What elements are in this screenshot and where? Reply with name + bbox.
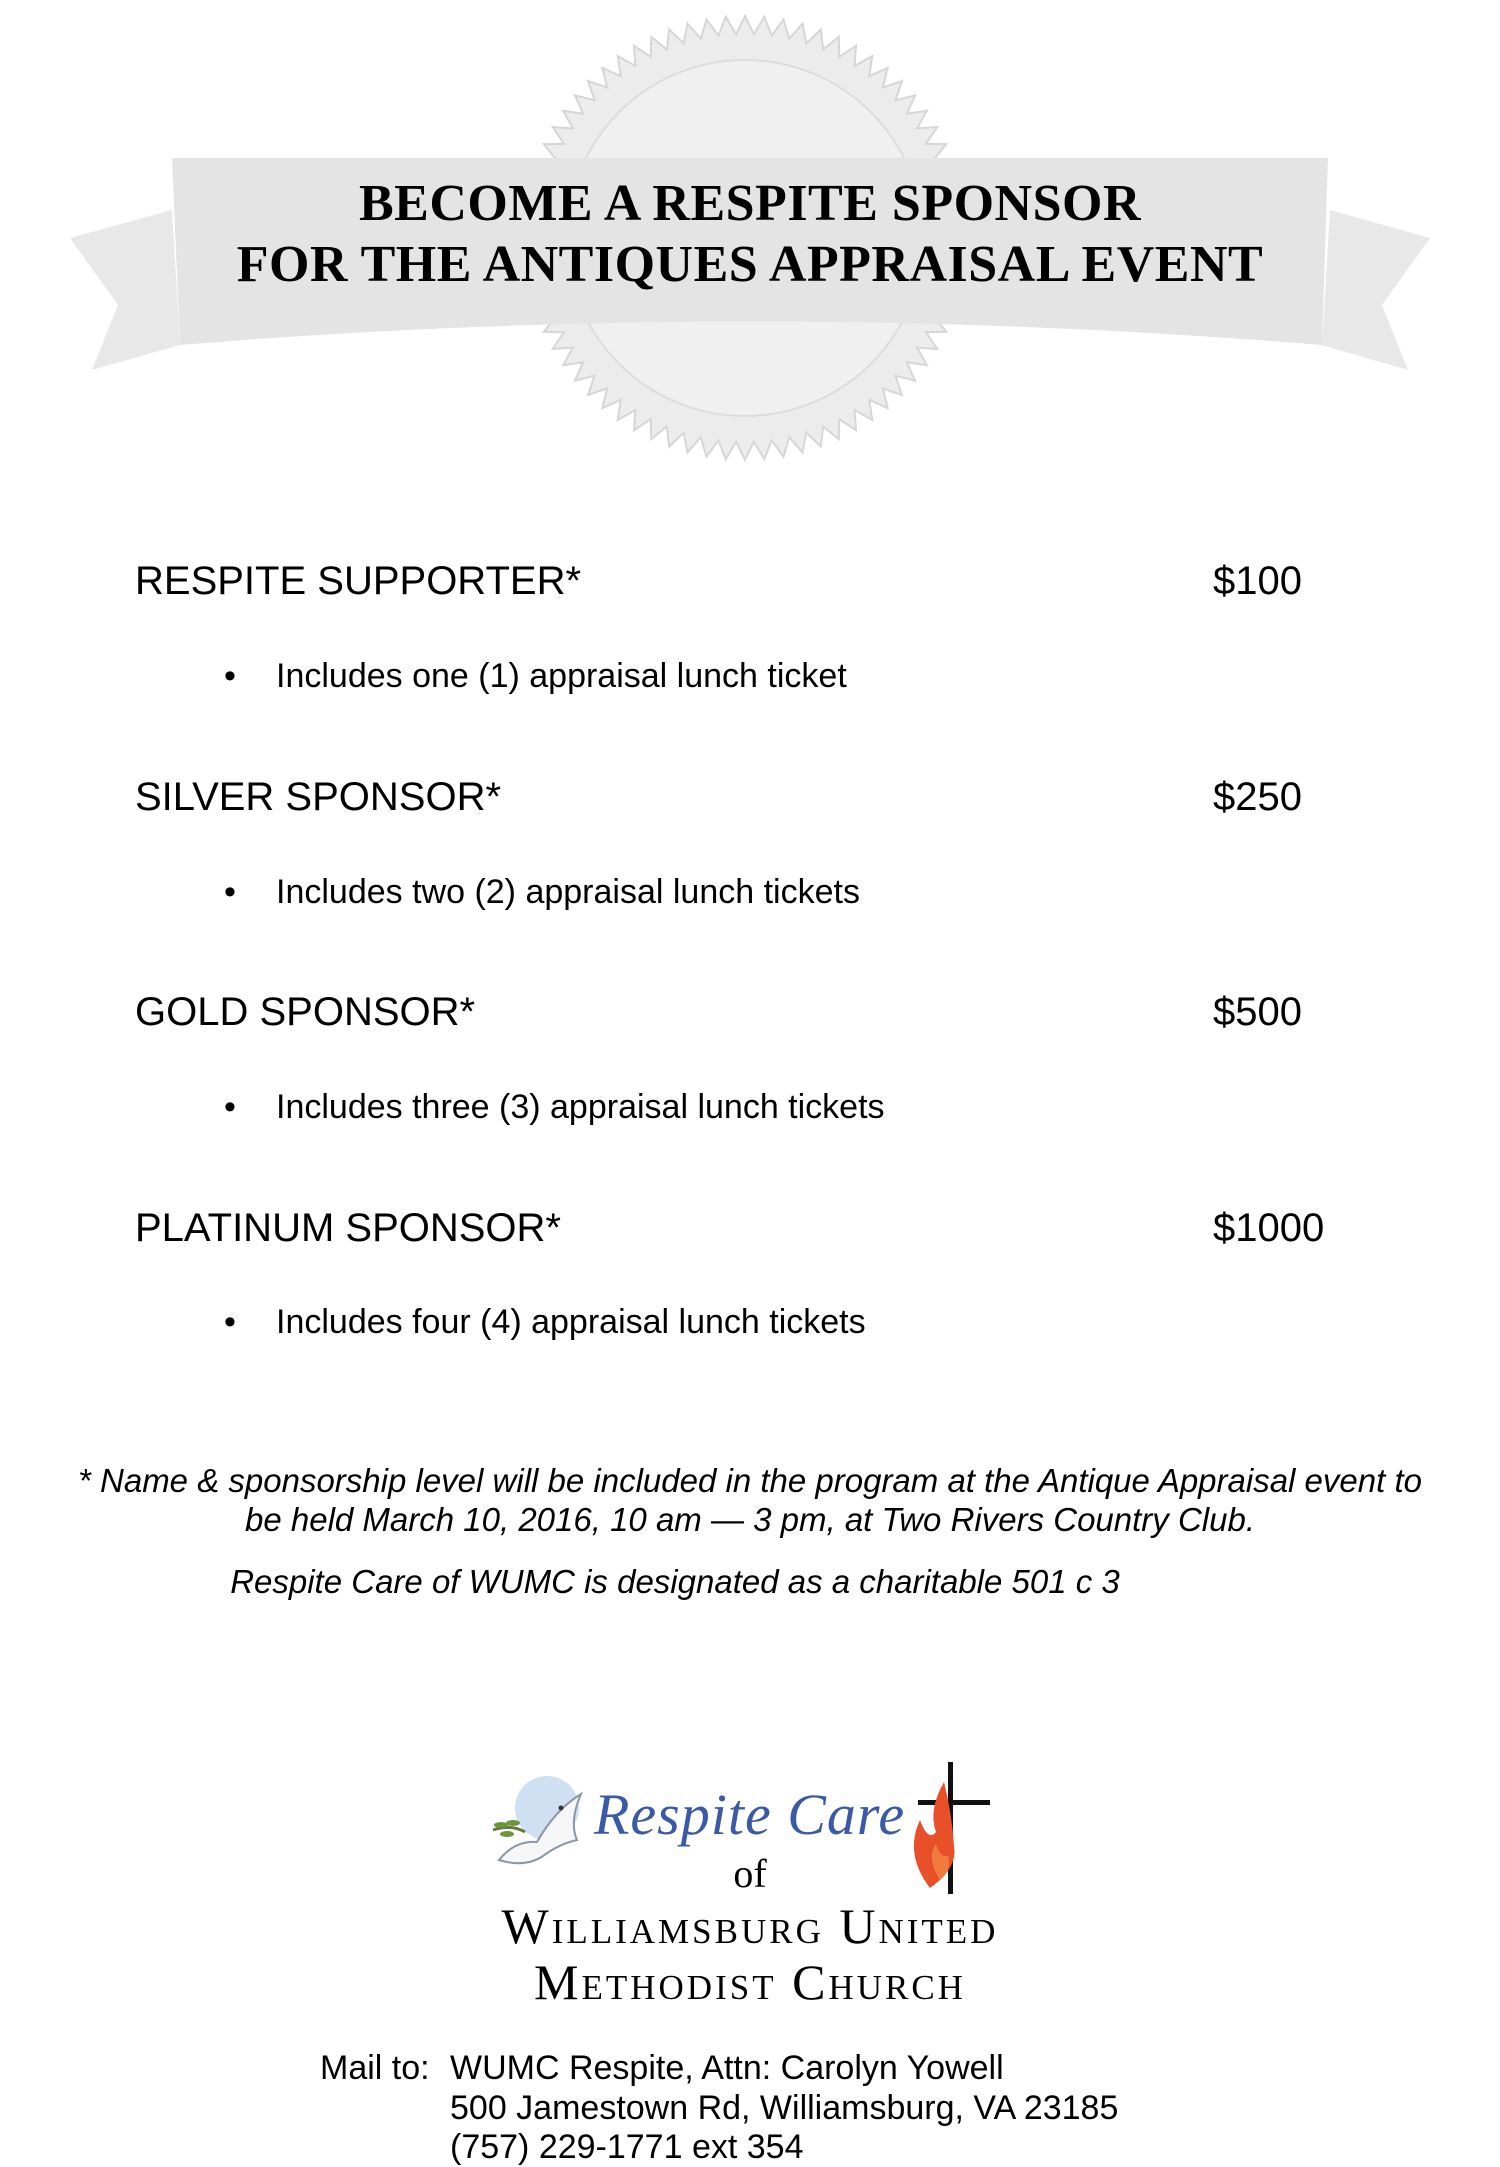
tier-name: SILVER SPONSOR* — [135, 775, 502, 819]
charitable-status: Respite Care of WUMC is designated as a charitable 501 c 3 — [230, 1563, 1120, 1600]
tier-name: RESPITE SUPPORTER* — [135, 559, 582, 603]
bullet-icon: • — [224, 1303, 236, 1341]
logo-of: of — [733, 1851, 767, 1896]
footnote-line1: * Name & sponsorship level will be included in the program at the Antique Appraisal event to — [78, 1462, 1422, 1499]
banner-title-line1: BECOME A RESPITE SPONSOR — [358, 175, 1142, 232]
footnote-line2: be held March 10, 2016, 10 am — 3 pm, at Two Rivers Country Club. — [244, 1501, 1255, 1538]
mail-phone: (757) 229-1771 ext 354 — [450, 2128, 804, 2166]
tier-name: PLATINUM SPONSOR* — [135, 1206, 561, 1250]
mail-label: Mail to: — [320, 2049, 430, 2087]
mail-recipient: WUMC Respite, Attn: Carolyn Yowell — [450, 2049, 1004, 2087]
tier-name: GOLD SPONSOR* — [135, 990, 476, 1034]
tier-price: $100 — [1213, 559, 1302, 603]
tier-benefit: Includes two (2) appraisal lunch tickets — [276, 873, 860, 911]
mail-street-address: 500 Jamestown Rd, Williamsburg, VA 23185 — [450, 2089, 1119, 2127]
tier-price: $250 — [1213, 775, 1302, 819]
bullet-icon: • — [224, 1088, 236, 1126]
logo-line1: Williamsburg United — [501, 1898, 999, 1954]
logo-script-text: Respite Care — [594, 1782, 906, 1847]
tier-benefit: Includes one (1) appraisal lunch ticket — [276, 657, 847, 695]
tier-price: $500 — [1213, 990, 1302, 1034]
tier-benefit: Includes three (3) appraisal lunch tickets — [276, 1088, 885, 1126]
banner-title-line2: FOR THE ANTIQUES APPRAISAL EVENT — [236, 236, 1264, 293]
bullet-icon: • — [224, 657, 236, 695]
logo-line2: Methodist Church — [534, 1954, 966, 2010]
bullet-icon: • — [224, 873, 236, 911]
tier-benefit: Includes four (4) appraisal lunch tickets — [276, 1303, 866, 1341]
tier-price: $1000 — [1213, 1206, 1325, 1250]
